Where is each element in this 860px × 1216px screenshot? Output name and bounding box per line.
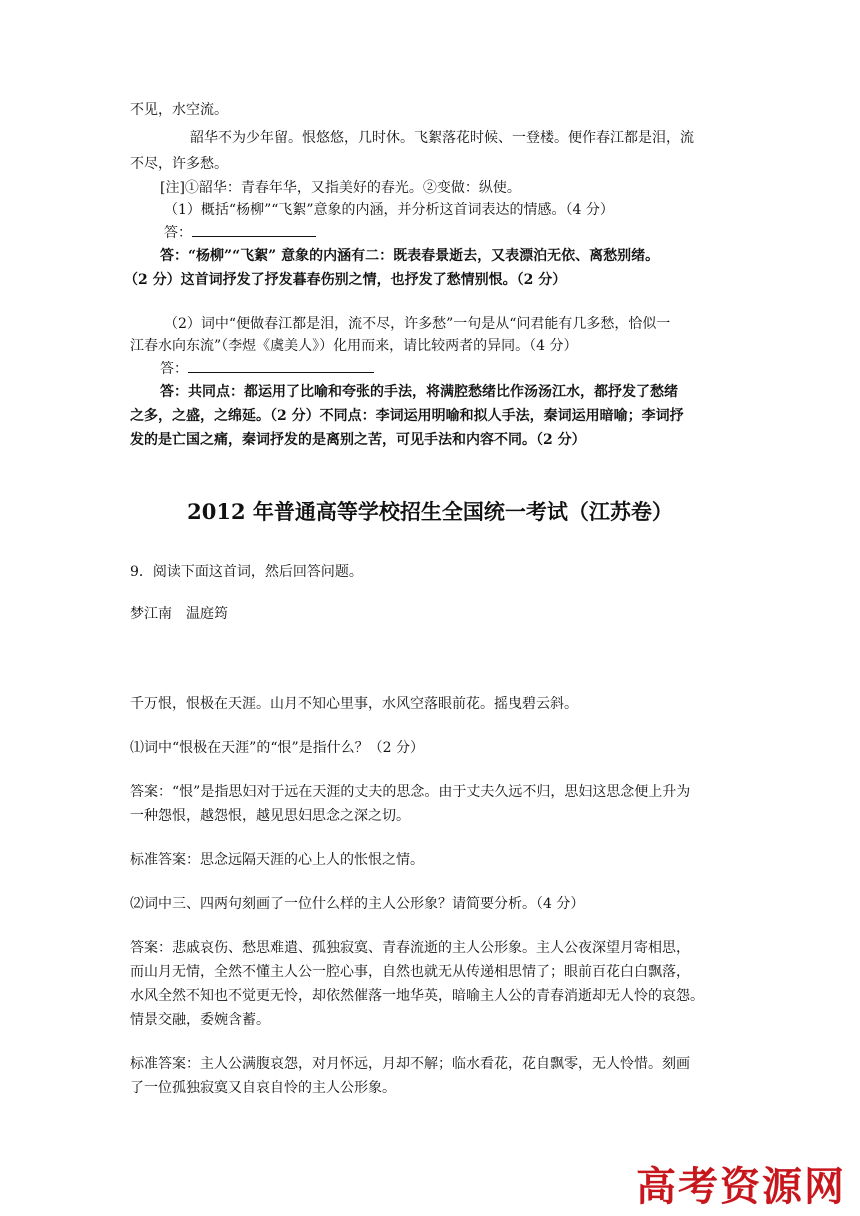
exam-title: 2012 年普通高等学校招生全国统一考试（江苏卷） (187, 499, 673, 524)
question-1: （1）概括“杨柳”“飞絮”意象的内涵，并分析这首词表达的情感。（4 分） (164, 202, 614, 218)
sub-question-1: ⑴词中“恨极在天涯”的“恨”是指什么？（2 分） (130, 740, 424, 756)
standard-answer-2-line-1: 标准答案：主人公满腹哀怨，对月怀远，月却不解；临水看花，花自飘零，无人怜惜。刻画 (130, 1056, 690, 1072)
answer-1-line-2: （2 分）这首词抒发了抒发暮春伤别之情，也抒发了愁情别恨。（2 分） (124, 272, 567, 288)
answer-label: 答： (160, 361, 188, 377)
sub-question-2: ⑵词中三、四两句刻画了一位什么样的主人公形象？请简要分析。（4 分） (130, 896, 585, 912)
answer-sub2-line-3: 水风全然不知也不觉更无怜，却依然催落一地华英，暗喻主人公的青春消逝却无人怜的哀怨。 (130, 988, 704, 1004)
answer-blank-2 (160, 358, 374, 379)
poem-text: 千万恨，恨极在天涯。山月不知心里事，水风空落眼前花。摇曳碧云斜。 (130, 696, 578, 712)
answer-sub2-line-1: 答案：悲戚哀伤、愁思难遣、孤独寂寞、青春流逝的主人公形象。主人公夜深望月寄相思， (130, 940, 690, 956)
answer-1-line-1: 答：“杨柳”“飞絮” 意象的内涵有二：既表春景逝去，又表漂泊无依、离愁别绪。 (160, 248, 660, 264)
answer-sub1-line-1: 答案：“恨”是指思妇对于远在天涯的丈夫的思念。由于丈夫久远不归，思妇这思念便上升为 (130, 784, 691, 800)
watermark-logo: 高考资源网 (636, 1163, 846, 1210)
annotation-note: [注]①韶华：青春年华，又指美好的春光。②变做：纵使。 (160, 180, 521, 196)
answer-label: 答： (164, 225, 192, 241)
standard-answer-1: 标准答案：思念远隔天涯的心上人的怅恨之情。 (130, 852, 424, 868)
poem-line-1: 不见，水空流。 (130, 102, 228, 118)
answer-sub2-line-2: 而山月无情，全然不懂主人公一腔心事，自然也就无从传递相思情了；眼前百花白白飘落， (130, 964, 690, 980)
poem-line-2: 韶华不为少年留。恨悠悠，几时休。飞絮落花时候、一登楼。便作春江都是泪，流 (190, 130, 694, 146)
answer-blank-1 (164, 222, 316, 243)
question-9: 9．阅读下面这首词，然后回答问题。 (130, 564, 363, 580)
question-2-line-1: （2）词中“便做春江都是泪，流不尽，许多愁”一句是从“问君能有几多愁，恰似一 (164, 316, 671, 332)
poem-title: 梦江南 温庭筠 (130, 606, 228, 622)
answer-2-line-3: 发的是亡国之痛，秦词抒发的是离别之苦，可见手法和内容不同。（2 分） (130, 432, 586, 448)
answer-2-line-1: 答：共同点：都运用了比喻和夸张的手法，将满腔愁绪比作汤汤江水，都抒发了愁绪 (160, 384, 678, 400)
answer-sub2-line-4: 情景交融，委婉含蓄。 (130, 1012, 270, 1028)
answer-line (192, 222, 316, 237)
answer-2-line-2: 之多，之盛，之绵延。（2 分）不同点：李词运用明喻和拟人手法，秦词运用暗喻；李词抒 (130, 408, 684, 424)
question-2-line-2: 江春水向东流”（李煜《虞美人》）化用而来，请比较两者的异同。（4 分） (130, 338, 578, 354)
answer-sub1-line-2: 一种怨恨，越怨恨，越见思妇思念之深之切。 (130, 808, 410, 824)
poem-line-3: 不尽，许多愁。 (130, 156, 228, 172)
answer-line (188, 358, 374, 373)
standard-answer-2-line-2: 了一位孤独寂寞又自哀自怜的主人公形象。 (130, 1080, 396, 1096)
